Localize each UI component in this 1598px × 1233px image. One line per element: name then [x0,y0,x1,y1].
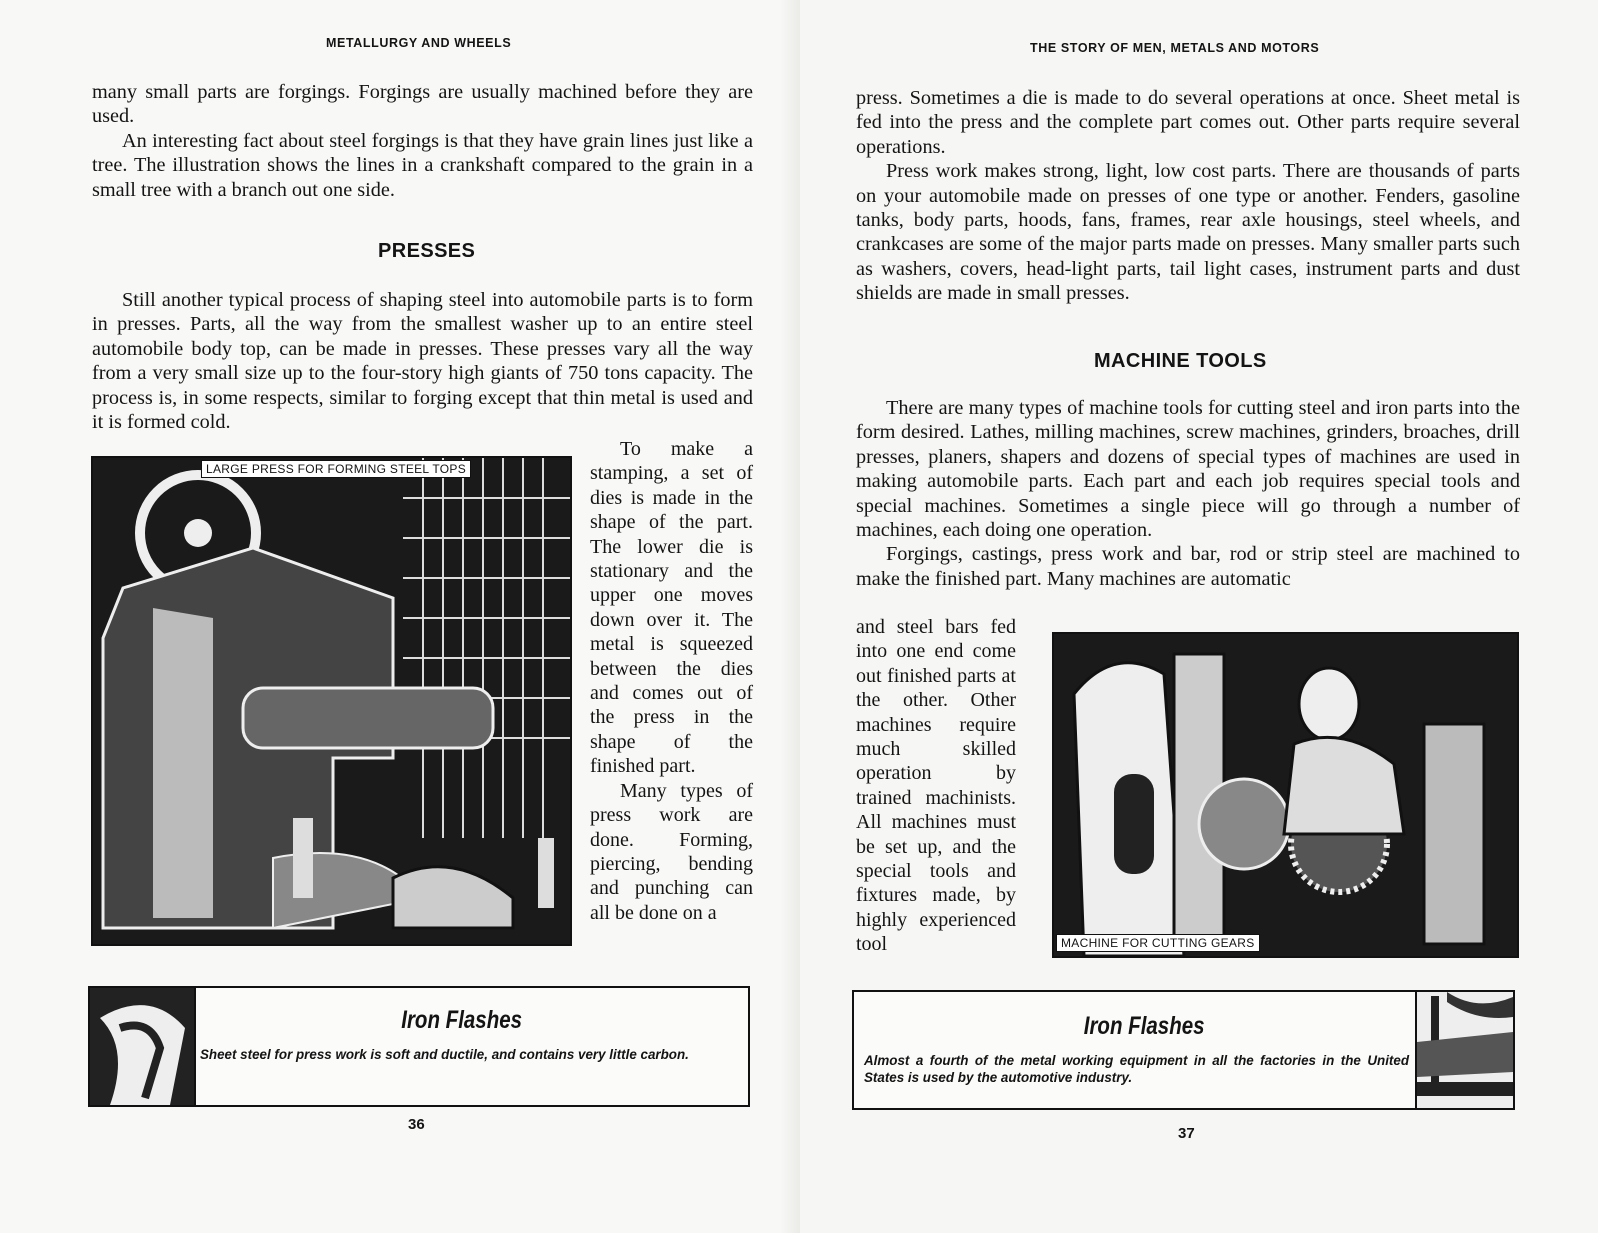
paragraph: Many types of press work are done. Forming, piercing, bending and punching can all be done on a [590,779,753,924]
paragraph: Forgings, castings, press work and bar, rod or strip steel are machined to make the finished part. Many machines are automatic [856,543,1520,590]
flash-text: Sheet steel for press work is soft and ductile, and contains very little carbon. [200,1047,689,1062]
iron-flashes-box [88,986,750,1107]
presswork-text [856,86,1520,306]
illustration-caption: LARGE PRESS FOR FORMING STEEL TOPS [201,460,471,478]
presses-text [92,288,753,434]
paragraph: Press work makes strong, light, low cost parts. There are thousands of parts on your automobile made on presses of one type or another. Fenders, gasoline tanks, body parts, hoods, fans, frames, rear axle housings, steel wheels, and crankcases are some of the major parts made on presses. Many smaller parts such as washers, covers, head-light parts, tail light cases, instrument parts and dust shields are made in small presses. [856,160,1520,305]
paragraph: press. Sometimes a die is made to do several operations at once. Sheet metal is fed into the press and the complete part comes out. Other parts require several operations. [856,87,1520,158]
side-text [590,437,753,925]
paragraph: Still another typical process of shaping steel into automobile parts is to form in presses. Parts, all the way from the smallest washer up to an entire steel automobile body top, can be made in presses. These presses vary all the way from a very small size up to the four-story high giants of 750 tons capacity. The process is, in some respects, similar to forging except that thin metal is used and it is formed cold. [92,289,753,434]
running-head: METALLURGY AND WHEELS [326,36,512,50]
flash-text: Almost a fourth of the metal working equipment in all the factories in the United States is used by the automotive industry. [864,1053,1409,1085]
machine-tools-text [856,396,1520,591]
flash-title: Iron Flashes [1083,1012,1205,1040]
press-drawing [93,458,570,944]
iron-flashes-box [852,990,1515,1110]
illustration-caption: MACHINE FOR CUTTING GEARS [1056,934,1260,952]
gear-machine-illustration [1052,632,1519,958]
paragraph: An interesting fact about steel forgings is that they have grain lines just like a tree. The illustration shows the lines in a crankshaft compared to the grain in a small tree with a branch out one side. [92,129,753,201]
section-heading: PRESSES [378,240,476,262]
paragraph: To make a stamping, a set of dies is made in the shape of the part. The lower die is stationary and the upper one moves down over it. The metal is squeezed between the dies and comes out of the press in the shape of the finished part. [590,438,753,778]
gear-machine-drawing [1054,634,1517,956]
running-head: THE STORY OF MEN, METALS AND MOTORS [1030,41,1320,55]
factory-thumbnail [1415,992,1513,1108]
press-illustration [91,456,572,946]
page-number: 36 [408,1116,425,1133]
intro-text [92,80,753,202]
paragraph: many small parts are forgings. Forgings are usually machined before they are used. [92,81,753,128]
paragraph: There are many types of machine tools for cutting steel and iron parts into the form desired. Lathes, milling machines, screw machines, grinders, broaches, drill presses, planers, shapers and dozens of special types of machines are used in making automobile parts. Each part and each job requires special tools and special machines. Sometimes a single piece will go through a number of machines, each doing one operation. [856,397,1520,542]
side-text: and steel bars fed into one end come out finished parts at the other. Other machines require much skilled operation by trained machinists. All machines must be set up, and the special tools and fixtures made, by highly experienced tool [856,616,1016,956]
right-page [800,0,1598,1233]
section-heading: MACHINE TOOLS [1094,350,1267,372]
flash-title: Iron Flashes [401,1006,523,1034]
page-number: 37 [1178,1125,1195,1142]
